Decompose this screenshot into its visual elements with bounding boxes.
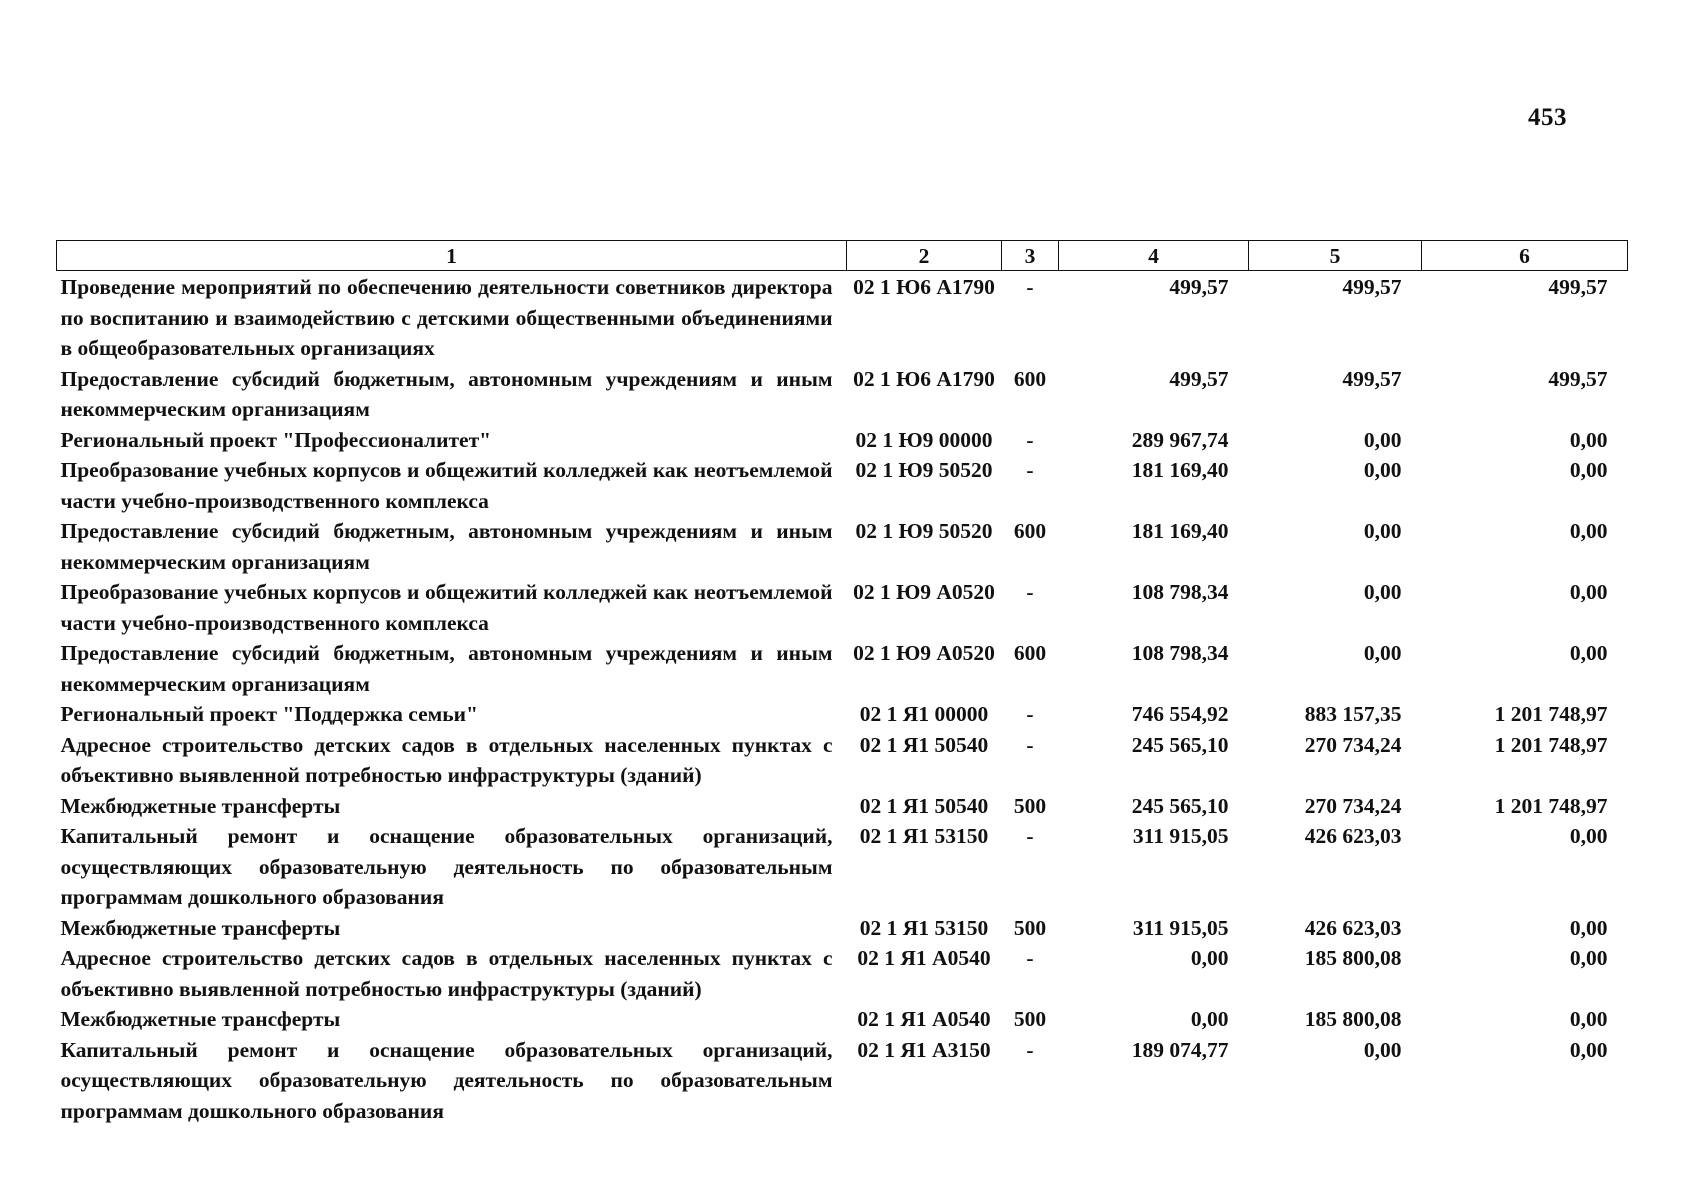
- row-type: -: [1026, 946, 1034, 970]
- row-code: 02 1 Ю9 А0520: [853, 641, 995, 665]
- row-value-5: 0,00: [1363, 519, 1402, 543]
- column-header: 1: [57, 241, 847, 271]
- table-row: [57, 943, 1628, 1004]
- row-value-4: 108 798,34: [1131, 580, 1229, 604]
- row-type: 600: [1013, 366, 1047, 391]
- row-value-4: 245 565,10: [1131, 732, 1229, 757]
- row-value-6: 1 201 748,97: [1494, 732, 1608, 757]
- row-value-4: 0,00: [1190, 946, 1229, 970]
- row-value-6: 0,00: [1569, 427, 1608, 452]
- row-name: Адресное строительство детских садов в отдельных населенных пунктах с объективно выявленной потребностью инфраструктуры (зданий): [60, 946, 833, 1001]
- row-code: 02 1 Я1 53150: [859, 915, 989, 940]
- row-code: 02 1 Ю6 А1790: [853, 366, 995, 391]
- row-name: Капитальный ремонт и оснащение образовательных организаций, осуществляющих образовательную деятельность по образовательным программам дошкольного образования: [60, 1037, 833, 1123]
- row-value-5: 0,00: [1363, 458, 1402, 482]
- column-header: 6: [1422, 241, 1628, 271]
- row-value-6: 0,00: [1569, 519, 1608, 543]
- row-value-4: 311 915,05: [1132, 824, 1229, 848]
- row-value-5: 499,57: [1342, 275, 1402, 299]
- row-type: -: [1026, 1037, 1034, 1062]
- row-code: 02 1 Ю9 50520: [855, 519, 993, 543]
- row-value-4: 189 074,77: [1131, 1037, 1229, 1062]
- row-type: -: [1026, 458, 1034, 482]
- row-value-4: 311 915,05: [1132, 915, 1229, 940]
- row-type: 500: [1013, 915, 1047, 940]
- row-type: 600: [1013, 519, 1047, 543]
- row-type: -: [1026, 824, 1034, 848]
- row-value-4: 499,57: [1169, 366, 1229, 391]
- row-name: Проведение мероприятий по обеспечению деятельности советников директора по воспитанию и взаимодействию с детскими общественными объединениями в общеобразовательных организациях: [60, 275, 833, 360]
- table-row: [57, 1004, 1628, 1035]
- row-value-4: 245 565,10: [1131, 793, 1229, 818]
- header-row: [57, 241, 1628, 271]
- table-row: [57, 364, 1628, 425]
- row-name: Адресное строительство детских садов в отдельных населенных пунктах с объективно выявленной потребностью инфраструктуры (зданий): [60, 732, 833, 787]
- row-value-5: 270 734,24: [1304, 793, 1402, 818]
- row-value-5: 0,00: [1363, 580, 1402, 604]
- page-number: 453: [1528, 104, 1567, 131]
- row-value-5: 0,00: [1363, 1037, 1402, 1062]
- row-value-6: 1 201 748,97: [1494, 793, 1608, 818]
- row-value-4: 108 798,34: [1131, 641, 1229, 665]
- row-code: 02 1 Я1 А0540: [857, 1007, 991, 1031]
- row-code: 02 1 Я1 53150: [859, 824, 989, 848]
- row-type: -: [1026, 702, 1034, 726]
- row-name: Предоставление субсидий бюджетным, автономным учреждениям и иным некоммерческим организациям: [60, 641, 833, 696]
- row-value-6: 0,00: [1569, 1007, 1608, 1031]
- row-code: 02 1 Ю9 00000: [855, 427, 993, 452]
- row-code: 02 1 Ю9 А0520: [853, 580, 995, 604]
- table-row: [57, 699, 1628, 730]
- row-name: Преобразование учебных корпусов и общежитий колледжей как неотъемлемой части учебно-производственного комплекса: [60, 580, 833, 635]
- table-row: [57, 455, 1628, 516]
- row-value-4: 181 169,40: [1131, 458, 1229, 482]
- row-type: 600: [1013, 641, 1047, 665]
- table-row: [57, 821, 1628, 913]
- row-type: -: [1026, 275, 1034, 299]
- table-body: [57, 271, 1628, 1127]
- row-code: 02 1 Я1 50540: [859, 793, 989, 818]
- row-value-4: 289 967,74: [1131, 427, 1229, 452]
- row-value-5: 499,57: [1342, 366, 1402, 391]
- row-code: 02 1 Я1 00000: [859, 702, 989, 726]
- row-value-4: 181 169,40: [1131, 519, 1229, 543]
- table-row: [57, 1035, 1628, 1127]
- row-value-6: 499,57: [1548, 275, 1608, 299]
- row-value-5: 426 623,03: [1304, 824, 1402, 848]
- row-value-5: 0,00: [1363, 641, 1402, 665]
- table-row: [57, 425, 1628, 456]
- row-code: 02 1 Ю6 А1790: [853, 275, 995, 299]
- row-value-6: 0,00: [1569, 946, 1608, 970]
- row-name: Региональный проект "Профессионалитет": [60, 427, 492, 452]
- row-value-5: 0,00: [1363, 427, 1402, 452]
- row-value-6: 0,00: [1569, 641, 1608, 665]
- row-type: -: [1026, 580, 1034, 604]
- table-header: [57, 241, 1628, 271]
- row-value-4: 499,57: [1169, 275, 1229, 299]
- row-value-6: 0,00: [1569, 458, 1608, 482]
- row-type: 500: [1013, 1007, 1047, 1031]
- row-name: Межбюджетные трансферты: [60, 793, 341, 818]
- row-name: Межбюджетные трансферты: [60, 915, 341, 940]
- row-name: Капитальный ремонт и оснащение образовательных организаций, осуществляющих образовательную деятельность по образовательным программам дошкольного образования: [60, 824, 833, 909]
- row-value-6: 0,00: [1569, 580, 1608, 604]
- row-name: Предоставление субсидий бюджетным, автономным учреждениям и иным некоммерческим организациям: [60, 366, 833, 421]
- table-row: [57, 638, 1628, 699]
- row-name: Межбюджетные трансферты: [60, 1007, 341, 1031]
- table-row: [57, 913, 1628, 944]
- row-code: 02 1 Я1 А0540: [857, 946, 991, 970]
- row-value-5: 185 800,08: [1304, 1007, 1402, 1031]
- row-code: 02 1 Я1 А3150: [857, 1037, 991, 1062]
- row-type: 500: [1013, 793, 1047, 818]
- table-row: [57, 516, 1628, 577]
- row-value-6: 1 201 748,97: [1494, 702, 1608, 726]
- table-row: [57, 730, 1628, 791]
- row-value-6: 0,00: [1569, 824, 1608, 848]
- column-header: 2: [847, 241, 1002, 271]
- row-value-5: 883 157,35: [1304, 702, 1402, 726]
- row-value-6: 499,57: [1548, 366, 1608, 391]
- row-value-4: 0,00: [1190, 1007, 1229, 1031]
- row-value-5: 185 800,08: [1304, 946, 1402, 970]
- row-value-6: 0,00: [1569, 1037, 1608, 1062]
- row-value-5: 426 623,03: [1304, 915, 1402, 940]
- column-header: 3: [1002, 241, 1059, 271]
- row-type: -: [1026, 427, 1034, 452]
- row-name: Преобразование учебных корпусов и общежитий колледжей как неотъемлемой части учебно-производственного комплекса: [60, 458, 833, 513]
- row-name: Предоставление субсидий бюджетным, автономным учреждениям и иным некоммерческим организациям: [60, 519, 833, 574]
- budget-table: [56, 240, 1628, 1126]
- table-row: [57, 271, 1628, 364]
- row-type: -: [1026, 732, 1034, 757]
- table-row: [57, 577, 1628, 638]
- column-header: 5: [1249, 241, 1422, 271]
- table-row: [57, 791, 1628, 822]
- row-name: Региональный проект "Поддержка семьи": [60, 702, 478, 726]
- row-value-5: 270 734,24: [1304, 732, 1402, 757]
- row-code: 02 1 Ю9 50520: [855, 458, 993, 482]
- row-value-4: 746 554,92: [1131, 702, 1229, 726]
- row-code: 02 1 Я1 50540: [859, 732, 989, 757]
- row-value-6: 0,00: [1569, 915, 1608, 940]
- column-header: 4: [1059, 241, 1249, 271]
